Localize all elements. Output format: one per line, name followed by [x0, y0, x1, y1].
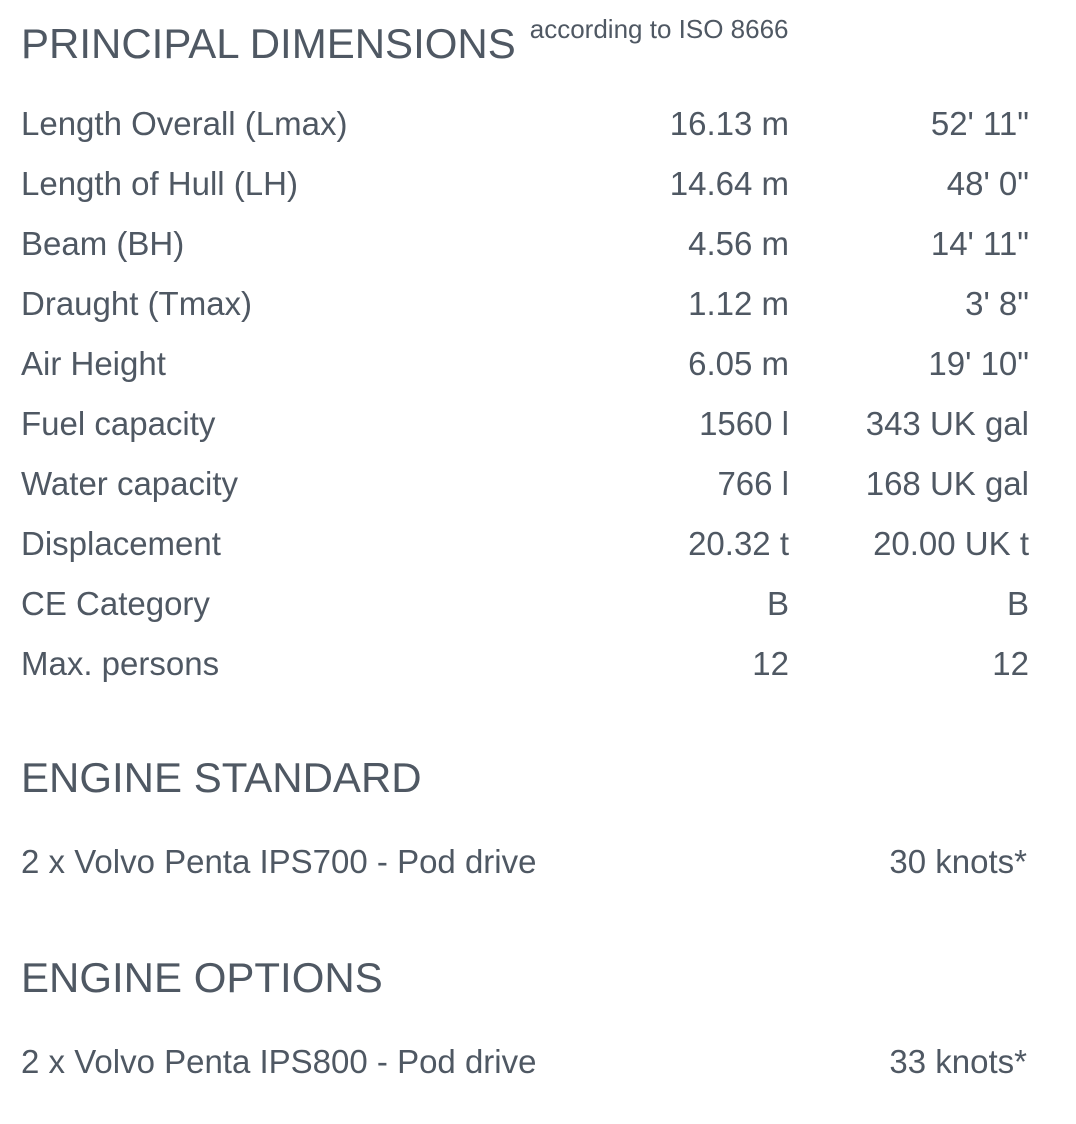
row-imperial-value: 19' 10" [928, 345, 1029, 382]
engine-option-speed: 33 knots* [889, 1043, 1027, 1080]
row-label: Max. persons [21, 645, 220, 682]
row-label: Beam (BH) [21, 225, 185, 262]
row-metric-value: B [766, 585, 789, 622]
row-imperial-value: 3' 8" [965, 285, 1029, 322]
dimensions-table [21, 94, 1029, 694]
principal-dimensions-title: PRINCIPAL DIMENSIONS [21, 20, 516, 67]
table-row [21, 274, 1029, 334]
engine-standard-speed: 30 knots* [889, 843, 1027, 880]
row-imperial-value: 20.00 UK t [873, 525, 1029, 562]
table-row [21, 214, 1029, 274]
table-row [21, 154, 1029, 214]
row-imperial-value: 168 UK gal [865, 465, 1029, 502]
row-label: CE Category [21, 585, 210, 622]
row-metric-value: 4.56 m [688, 225, 789, 262]
row-metric-value: 20.32 t [688, 525, 789, 562]
engine-standard-heading: ENGINE STANDARD [21, 754, 422, 801]
table-row [21, 514, 1029, 574]
row-label: Fuel capacity [21, 405, 216, 442]
table-row [21, 634, 1029, 694]
table-row [21, 394, 1029, 454]
engine-option-row [21, 1037, 1027, 1087]
table-row [21, 454, 1029, 514]
row-metric-value: 16.13 m [669, 105, 789, 142]
engine-option-name: 2 x Volvo Penta IPS800 - Pod drive [21, 1043, 537, 1080]
engine-standard-row [21, 837, 1027, 887]
row-imperial-value: 48' 0" [946, 165, 1029, 202]
table-row [21, 94, 1029, 154]
row-metric-value: 766 l [717, 465, 789, 502]
row-label: Water capacity [21, 465, 239, 502]
engine-options-heading: ENGINE OPTIONS [21, 954, 383, 1001]
row-imperial-value: 12 [992, 645, 1029, 682]
row-imperial-value: 343 UK gal [865, 405, 1029, 442]
row-metric-value: 1560 l [699, 405, 789, 442]
row-label: Displacement [21, 525, 221, 562]
table-row [21, 334, 1029, 394]
row-metric-value: 1.12 m [688, 285, 789, 322]
row-metric-value: 14.64 m [669, 165, 789, 202]
principal-dimensions-subtitle: according to ISO 8666 [529, 14, 789, 44]
engine-standard-name: 2 x Volvo Penta IPS700 - Pod drive [21, 843, 537, 880]
row-imperial-value: 52' 11" [930, 105, 1029, 142]
row-label: Draught (Tmax) [21, 285, 253, 322]
row-imperial-value: 14' 11" [930, 225, 1029, 262]
row-label: Air Height [21, 345, 166, 382]
row-label: Length Overall (Lmax) [21, 105, 348, 142]
row-imperial-value: B [1006, 585, 1029, 622]
row-metric-value: 12 [752, 645, 789, 682]
principal-dimensions-heading [21, 14, 789, 68]
row-metric-value: 6.05 m [688, 345, 789, 382]
table-row [21, 574, 1029, 634]
row-label: Length of Hull (LH) [21, 165, 298, 202]
